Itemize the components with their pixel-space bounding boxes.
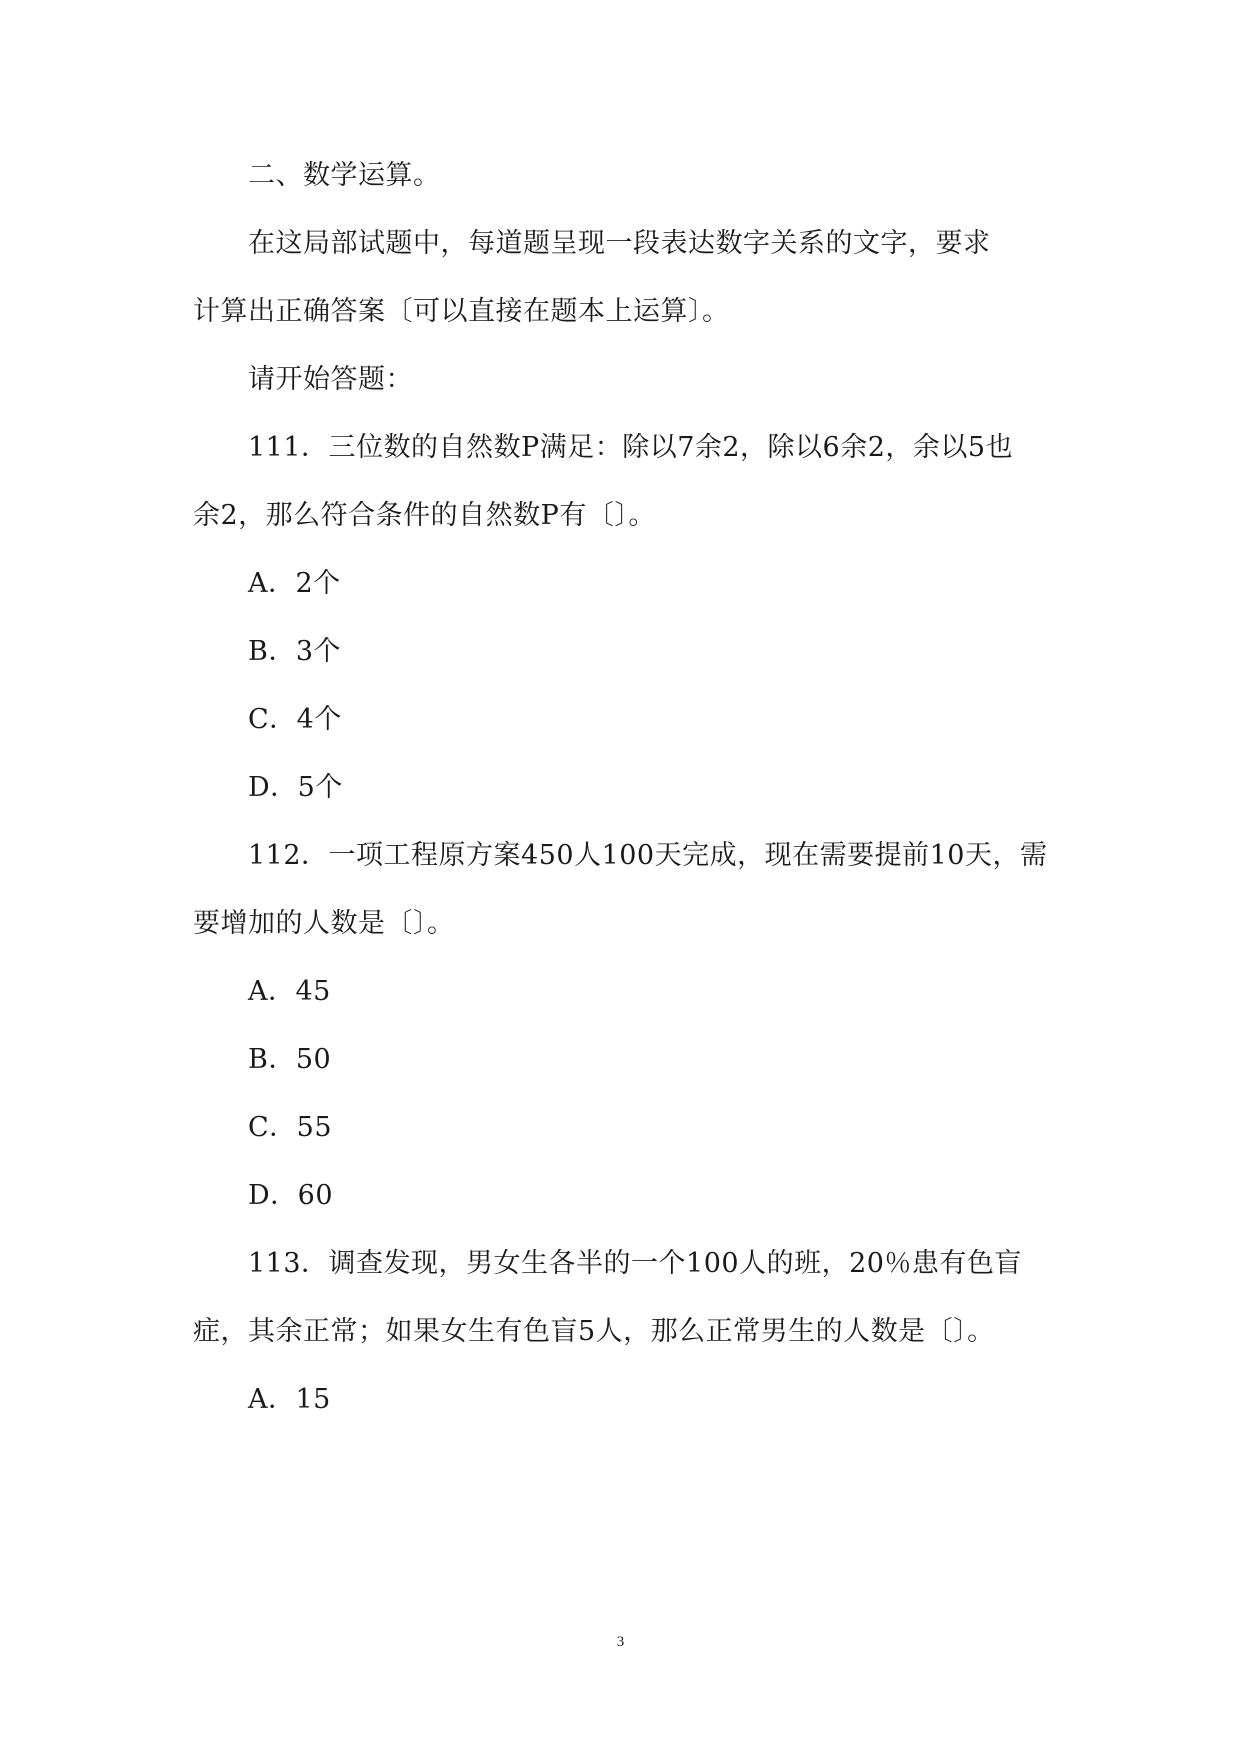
question-113-stem-line-2: 症，其余正常；如果女生有色盲5人，那么正常男生的人数是〔〕。	[193, 1316, 995, 1347]
question-112-stem-line-2: 要增加的人数是〔〕。	[193, 908, 455, 939]
question-113-option-a: A．15	[248, 1384, 331, 1415]
question-111-option-c: C．4个	[248, 704, 342, 735]
section-heading: 二、数学运算。	[248, 160, 441, 191]
question-111-option-d: D．5个	[248, 772, 343, 803]
section-intro-line-2: 计算出正确答案〔可以直接在题本上运算〕。	[193, 296, 730, 327]
question-111-stem-line-1: 111．三位数的自然数P满足：除以7余2，除以6余2，余以5也	[248, 432, 1014, 463]
question-112-option-a: A．45	[248, 976, 331, 1007]
page-number: 3	[616, 1634, 625, 1650]
question-111-option-b: B．3个	[248, 636, 342, 667]
question-111-stem-line-2: 余2，那么符合条件的自然数P有〔〕。	[193, 500, 656, 531]
start-prompt: 请开始答题：	[248, 364, 413, 395]
question-112-option-c: C．55	[248, 1112, 333, 1143]
section-intro-line-1: 在这局部试题中，每道题呈现一段表达数字关系的文字，要求	[248, 228, 991, 259]
question-112-stem-line-1: 112．一项工程原方案450人100天完成，现在需要提前10天，需	[248, 840, 1048, 871]
question-112-option-b: B．50	[248, 1044, 332, 1075]
question-113-stem-line-1: 113．调查发现，男女生各半的一个100人的班，20％患有色盲	[248, 1248, 1022, 1279]
question-112-option-d: D．60	[248, 1180, 334, 1211]
question-111-option-a: A．2个	[248, 568, 341, 599]
